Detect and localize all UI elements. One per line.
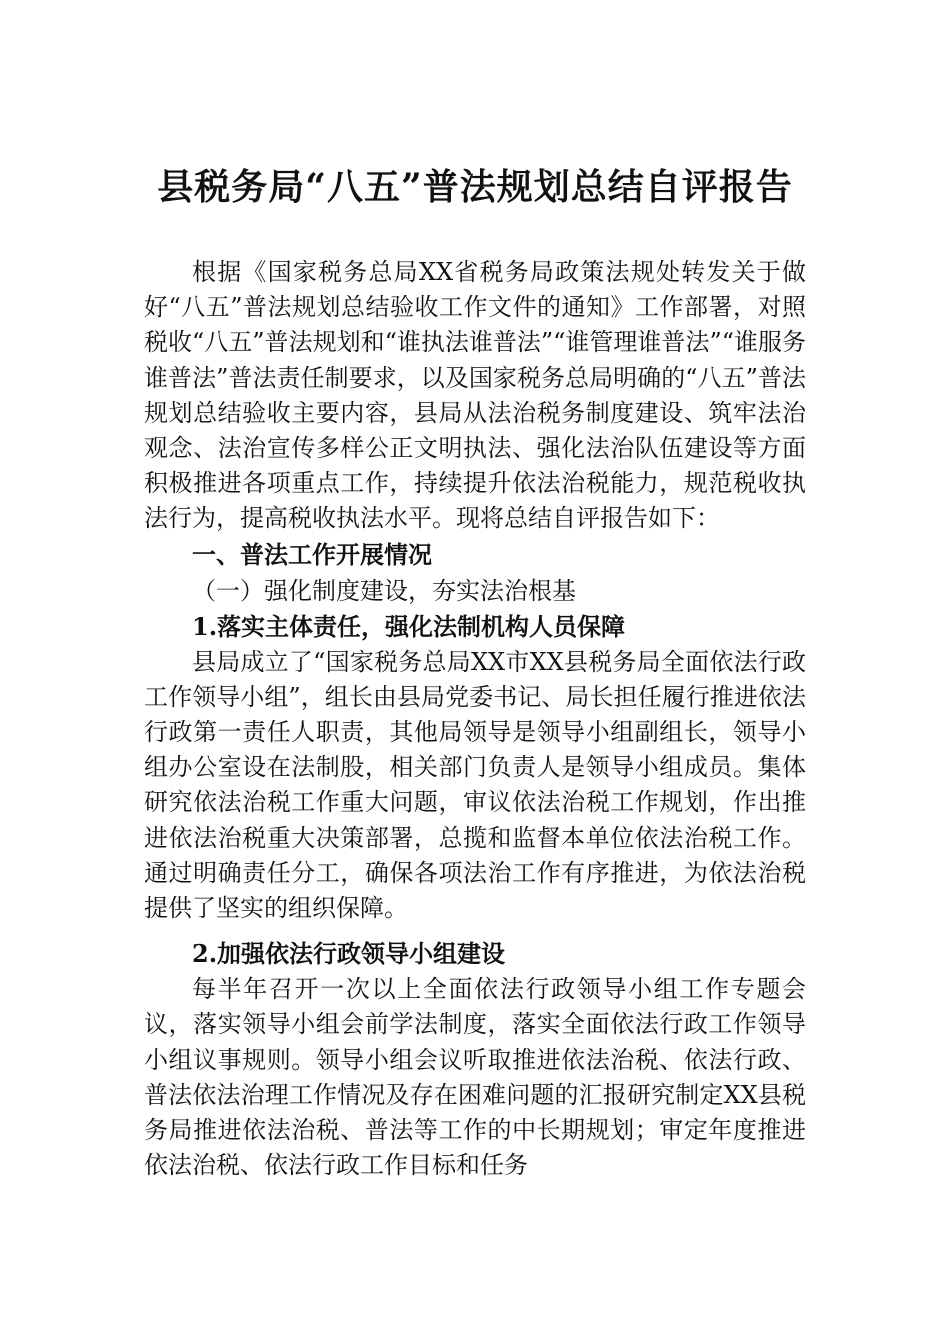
item-heading-2: 2.加强依法行政领导小组建设 bbox=[192, 939, 506, 969]
subsection-heading-1: （一）强化制度建设，夯实法治根基 bbox=[192, 576, 576, 605]
intro-paragraph: 根据《国家税务总局XX省税务局政策法规处转发关于做好“八五”普法规划总结验收工作文件的通知》工作部署，对照税收“八五”普法规划和“谁执法谁普法”“谁管理谁普法”“谁服务谁普法”普法责任制要求，以及国家税务总局明确的“八五”普法规划总结验收主要内容，县局从法治税务制度建设、筑牢法治观念、法治宣传多样公正文明执法、强化法治队伍建设等方面积极推进各项重点工作，持续提升依法治税能力，规范税收执法行为，提高税收执法水平。现将总结自评报告如下： bbox=[144, 258, 806, 533]
section-heading-1: 一、普法工作开展情况 bbox=[192, 539, 432, 569]
document-body bbox=[144, 255, 806, 1183]
item-paragraph-2: 每半年召开一次以上全面依法行政领导小组工作专题会议，落实领导小组会前学法制度，落实全面依法行政工作领导小组议事规则。领导小组会议听取推进依法治税、依法行政、普法依法治理工作情况及存在困难问题的汇报研究制定XX县税务局推进依法治税、普法等工作的中长期规划；审定年度推进依法治税、依法行政工作目标和任务 bbox=[144, 975, 806, 1180]
document-title: 县税务局“八五”普法规划总结自评报告 bbox=[157, 166, 793, 208]
item-paragraph-1: 县局成立了“国家税务总局XX市XX县税务局全面依法行政工作领导小组”，组长由县局党委书记、局长担任履行推进依法行政第一责任人职责，其他局领导是领导小组副组长，领导小组办公室设在法制股，相关部门负责人是领导小组成员。集体研究依法治税工作重大问题，审议依法治税工作规划，作出推进依法治税重大决策部署，总揽和监督本单位依法治税工作。通过明确责任分工，确保各项法治工作有序推进，为依法治税提供了坚实的组织保障。 bbox=[144, 647, 806, 923]
item-heading-1: 1.落实主体责任，强化法制机构人员保障 bbox=[192, 611, 626, 641]
